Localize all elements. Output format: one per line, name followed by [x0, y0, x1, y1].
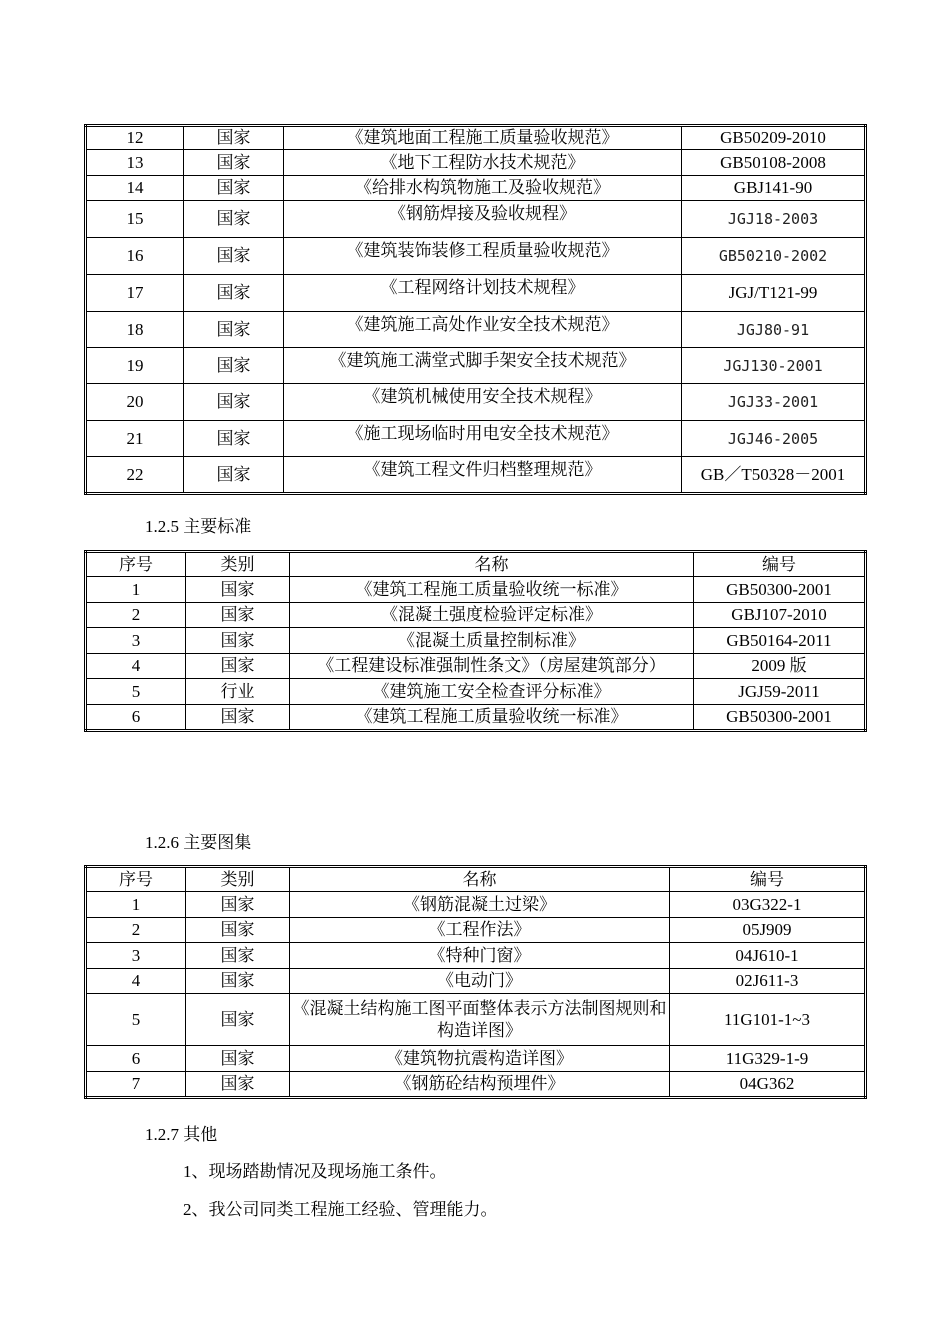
row-code: GB／T50328－2001: [682, 457, 866, 494]
row-name: 《建筑施工满堂式脚手架安全技术规范》: [284, 348, 682, 384]
row-name: 《建筑工程文件归档整理规范》: [284, 457, 682, 494]
row-code: JGJ59-2011: [694, 679, 866, 705]
row-name: 《混凝土结构施工图平面整体表示方法制图规则和构造详图》: [290, 994, 670, 1046]
row-category: 国家: [184, 384, 284, 421]
row-category: 国家: [186, 577, 290, 603]
row-code: 11G101-1~3: [670, 994, 866, 1046]
row-category: 国家: [186, 918, 290, 943]
header-no: 序号: [86, 867, 186, 892]
row-category: 国家: [184, 150, 284, 176]
row-code: JGJ18-2003: [682, 201, 866, 238]
section-heading-main-standards: 1.2.5 主要标准: [145, 517, 252, 536]
row-name: 《施工现场临时用电安全技术规范》: [284, 421, 682, 457]
row-code: 03G322-1: [670, 892, 866, 918]
row-category: 国家: [186, 654, 290, 679]
row-number: 6: [86, 1046, 186, 1072]
table-row: [86, 457, 866, 494]
specifications-table: [84, 124, 867, 495]
row-number: 13: [86, 150, 184, 176]
row-category: 国家: [186, 892, 290, 918]
row-name: 《钢筋砼结构预埋件》: [290, 1072, 670, 1098]
row-code: GB50300-2001: [694, 577, 866, 603]
row-code: GBJ107-2010: [694, 603, 866, 628]
header-code: 编号: [670, 867, 866, 892]
row-category: 国家: [186, 1072, 290, 1098]
row-name: 《建筑物抗震构造详图》: [290, 1046, 670, 1072]
row-number: 21: [86, 421, 184, 457]
table-row: [86, 628, 866, 654]
row-number: 4: [86, 969, 186, 994]
row-code: 02J611-3: [670, 969, 866, 994]
row-number: 15: [86, 201, 184, 238]
table-row: [86, 969, 866, 994]
table-row: [86, 238, 866, 275]
table-row: [86, 312, 866, 348]
table-row: [86, 201, 866, 238]
section-heading-other: 1.2.7 其他: [145, 1125, 218, 1144]
row-category: 国家: [184, 176, 284, 201]
row-number: 5: [86, 679, 186, 705]
table-row: [86, 176, 866, 201]
row-number: 1: [86, 577, 186, 603]
row-name: 《建筑装饰装修工程质量验收规范》: [284, 238, 682, 275]
main-atlases-table: [84, 865, 867, 1099]
table-row: [86, 892, 866, 918]
row-name: 《建筑施工安全检查评分标准》: [290, 679, 694, 705]
row-number: 17: [86, 275, 184, 312]
row-name: 《建筑工程施工质量验收统一标准》: [290, 577, 694, 603]
table-row: [86, 943, 866, 969]
table-row: [86, 603, 866, 628]
header-name: 名称: [290, 552, 694, 577]
table-row: [86, 705, 866, 731]
header-name: 名称: [290, 867, 670, 892]
row-category: 国家: [186, 943, 290, 969]
table-row: [86, 421, 866, 457]
row-name: 《工程网络计划技术规程》: [284, 275, 682, 312]
row-category: 行业: [186, 679, 290, 705]
table-header-row: [86, 552, 866, 577]
table-row: [86, 384, 866, 421]
table-row: [86, 918, 866, 943]
row-category: 国家: [186, 603, 290, 628]
other-item-2: 2、我公司同类工程施工经验、管理能力。: [183, 1200, 498, 1219]
row-code: GB50164-2011: [694, 628, 866, 654]
row-category: 国家: [186, 994, 290, 1046]
row-name: 《工程建设标准强制性条文》（房屋建筑部分）: [290, 654, 694, 679]
row-code: 04J610-1: [670, 943, 866, 969]
row-name: 《电动门》: [290, 969, 670, 994]
row-code: JGJ80-91: [682, 312, 866, 348]
row-name: 《建筑工程施工质量验收统一标准》: [290, 705, 694, 731]
row-category: 国家: [184, 126, 284, 150]
table-row: [86, 994, 866, 1046]
row-category: 国家: [186, 705, 290, 731]
row-category: 国家: [184, 238, 284, 275]
row-code: JGJ/T121-99: [682, 275, 866, 312]
table-row: [86, 679, 866, 705]
row-code: GBJ141-90: [682, 176, 866, 201]
table-row: [86, 577, 866, 603]
table-row: [86, 1046, 866, 1072]
row-code: 05J909: [670, 918, 866, 943]
table-row: [86, 654, 866, 679]
row-category: 国家: [184, 201, 284, 238]
row-name: 《钢筋焊接及验收规程》: [284, 201, 682, 238]
row-category: 国家: [184, 421, 284, 457]
row-category: 国家: [186, 628, 290, 654]
row-code: GB50209-2010: [682, 126, 866, 150]
row-number: 4: [86, 654, 186, 679]
table-row: [86, 126, 866, 150]
row-code: GB50300-2001: [694, 705, 866, 731]
row-code: 04G362: [670, 1072, 866, 1098]
header-category: 类别: [186, 867, 290, 892]
row-category: 国家: [184, 312, 284, 348]
row-category: 国家: [184, 275, 284, 312]
row-category: 国家: [186, 1046, 290, 1072]
row-number: 20: [86, 384, 184, 421]
section-heading-main-atlases: 1.2.6 主要图集: [145, 833, 252, 852]
row-name: 《建筑施工高处作业安全技术规范》: [284, 312, 682, 348]
table-row: [86, 275, 866, 312]
table-header-row: [86, 867, 866, 892]
row-name: 《钢筋混凝土过梁》: [290, 892, 670, 918]
row-category: 国家: [184, 457, 284, 494]
row-code: GB50108-2008: [682, 150, 866, 176]
row-number: 19: [86, 348, 184, 384]
row-number: 2: [86, 603, 186, 628]
row-number: 1: [86, 892, 186, 918]
row-number: 6: [86, 705, 186, 731]
row-number: 2: [86, 918, 186, 943]
row-name: 《建筑地面工程施工质量验收规范》: [284, 126, 682, 150]
row-number: 7: [86, 1072, 186, 1098]
header-no: 序号: [86, 552, 186, 577]
row-number: 3: [86, 943, 186, 969]
row-number: 14: [86, 176, 184, 201]
row-code: JGJ46-2005: [682, 421, 866, 457]
table-row: [86, 1072, 866, 1098]
header-category: 类别: [186, 552, 290, 577]
main-standards-table: [84, 550, 867, 732]
table-row: [86, 348, 866, 384]
row-code: 11G329-1-9: [670, 1046, 866, 1072]
row-number: 18: [86, 312, 184, 348]
row-code: 2009 版: [694, 654, 866, 679]
row-name: 《建筑机械使用安全技术规程》: [284, 384, 682, 421]
row-category: 国家: [184, 348, 284, 384]
row-code: JGJ130-2001: [682, 348, 866, 384]
row-name: 《混凝土质量控制标准》: [290, 628, 694, 654]
row-number: 5: [86, 994, 186, 1046]
row-name: 《地下工程防水技术规范》: [284, 150, 682, 176]
header-code: 编号: [694, 552, 866, 577]
row-name: 《混凝土强度检验评定标准》: [290, 603, 694, 628]
other-item-1: 1、现场踏勘情况及现场施工条件。: [183, 1162, 447, 1181]
table-row: [86, 150, 866, 176]
row-number: 16: [86, 238, 184, 275]
row-code: JGJ33-2001: [682, 384, 866, 421]
row-number: 12: [86, 126, 184, 150]
row-number: 22: [86, 457, 184, 494]
row-category: 国家: [186, 969, 290, 994]
row-name: 《给排水构筑物施工及验收规范》: [284, 176, 682, 201]
row-name: 《工程作法》: [290, 918, 670, 943]
row-code: GB50210-2002: [682, 238, 866, 275]
row-name: 《特种门窗》: [290, 943, 670, 969]
row-number: 3: [86, 628, 186, 654]
